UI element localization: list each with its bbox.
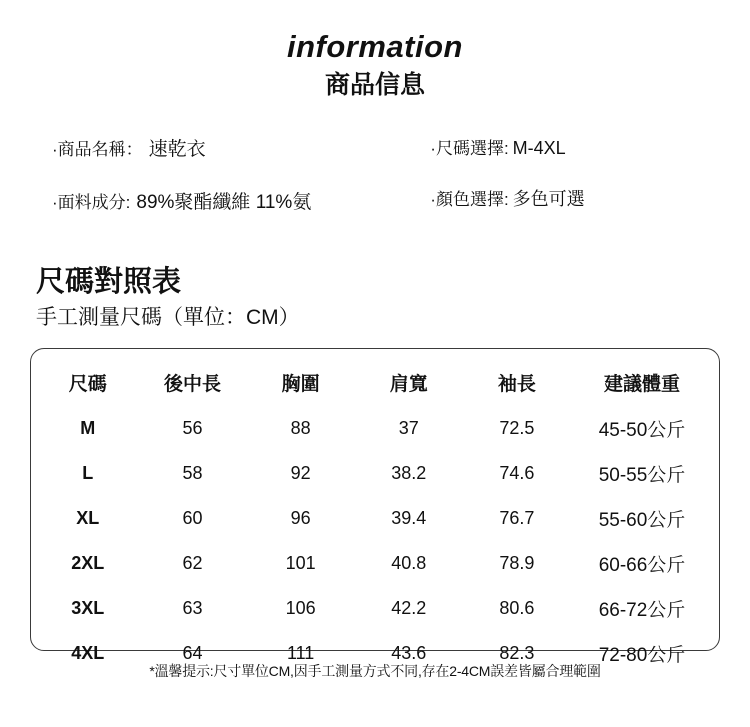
size-table-card <box>30 348 720 667</box>
column-header-back-length: 後中長 <box>163 374 221 396</box>
cell-sleeve: 80.6 <box>499 598 535 619</box>
cell-shoulder: 38.2 <box>391 463 427 484</box>
cell-shoulder: 42.2 <box>391 598 427 619</box>
column-header-size: 尺碼 <box>68 374 107 396</box>
cell-size: 3XL <box>71 598 105 619</box>
info-value-product-name: 速乾衣 <box>148 138 206 160</box>
info-label-product-name: ·商品名稱： <box>52 139 143 159</box>
cell-sleeve: 78.9 <box>499 553 535 574</box>
page-header <box>0 0 750 100</box>
measurement-footnote: *溫馨提示:尺寸單位CM,因手工測量方式不同,存在2-4CM誤差皆屬合理範圍 <box>149 663 601 680</box>
table-row <box>37 451 713 496</box>
cell-back-length: 56 <box>182 418 203 439</box>
info-column-right <box>430 134 714 240</box>
size-chart-subtitle: 手工測量尺碼（單位：CM） <box>36 305 300 329</box>
size-table-body <box>37 406 713 676</box>
cell-bust: 92 <box>290 463 311 484</box>
cell-shoulder: 43.6 <box>391 643 427 664</box>
page-title-cn: 商品信息 <box>324 71 425 100</box>
info-value-material: 89%聚酯纖維 11%氨 <box>136 191 312 213</box>
cell-back-length: 63 <box>182 598 203 619</box>
cell-shoulder: 40.8 <box>391 553 427 574</box>
info-label-color-options: ·顏色選擇: <box>430 189 509 209</box>
size-chart-title: 尺碼對照表 <box>36 265 182 298</box>
info-item-size-options <box>430 134 714 159</box>
info-item-material <box>52 187 430 214</box>
cell-weight: 72-80公斤 <box>598 645 686 667</box>
table-row <box>37 496 713 541</box>
cell-weight: 50-55公斤 <box>598 465 686 487</box>
page-title-en: information <box>287 29 463 64</box>
cell-size: XL <box>76 508 100 529</box>
size-table-head <box>37 361 713 406</box>
info-column-left <box>52 134 430 240</box>
cell-weight: 66-72公斤 <box>598 600 686 622</box>
cell-bust: 101 <box>285 553 316 574</box>
cell-sleeve: 82.3 <box>499 643 535 664</box>
column-header-weight: 建議體重 <box>604 374 681 396</box>
cell-size: L <box>82 463 94 484</box>
cell-size: 2XL <box>71 553 105 574</box>
column-header-sleeve: 袖長 <box>497 374 536 396</box>
table-row <box>37 406 713 451</box>
cell-sleeve: 72.5 <box>499 418 535 439</box>
cell-bust: 88 <box>290 418 311 439</box>
table-row <box>37 586 713 631</box>
info-label-size-options: ·尺碼選擇: <box>430 138 509 158</box>
cell-size: M <box>80 418 96 439</box>
info-item-color-options <box>430 185 714 211</box>
cell-sleeve: 74.6 <box>499 463 535 484</box>
cell-back-length: 58 <box>182 463 203 484</box>
cell-size: 4XL <box>71 643 105 664</box>
table-row <box>37 541 713 586</box>
size-table <box>37 361 713 676</box>
cell-back-length: 60 <box>182 508 203 529</box>
cell-shoulder: 37 <box>398 418 419 439</box>
column-header-bust: 胸圍 <box>281 374 320 396</box>
cell-shoulder: 39.4 <box>391 508 427 529</box>
cell-back-length: 62 <box>182 553 203 574</box>
cell-weight: 60-66公斤 <box>598 555 686 577</box>
table-header-row <box>37 361 713 406</box>
cell-back-length: 64 <box>182 643 203 664</box>
cell-bust: 106 <box>285 598 316 619</box>
cell-bust: 111 <box>286 643 315 664</box>
info-value-size-options: M-4XL <box>512 137 566 158</box>
cell-bust: 96 <box>290 508 311 529</box>
cell-sleeve: 76.7 <box>499 508 535 529</box>
size-chart-heading <box>0 266 750 331</box>
product-info-block <box>0 134 750 240</box>
info-label-material: ·面料成分: <box>52 192 131 212</box>
info-item-product-name <box>52 134 430 161</box>
cell-weight: 45-50公斤 <box>598 420 686 442</box>
column-header-shoulder: 肩寬 <box>389 374 428 396</box>
info-value-color-options: 多色可選 <box>512 188 585 209</box>
cell-weight: 55-60公斤 <box>598 510 686 532</box>
